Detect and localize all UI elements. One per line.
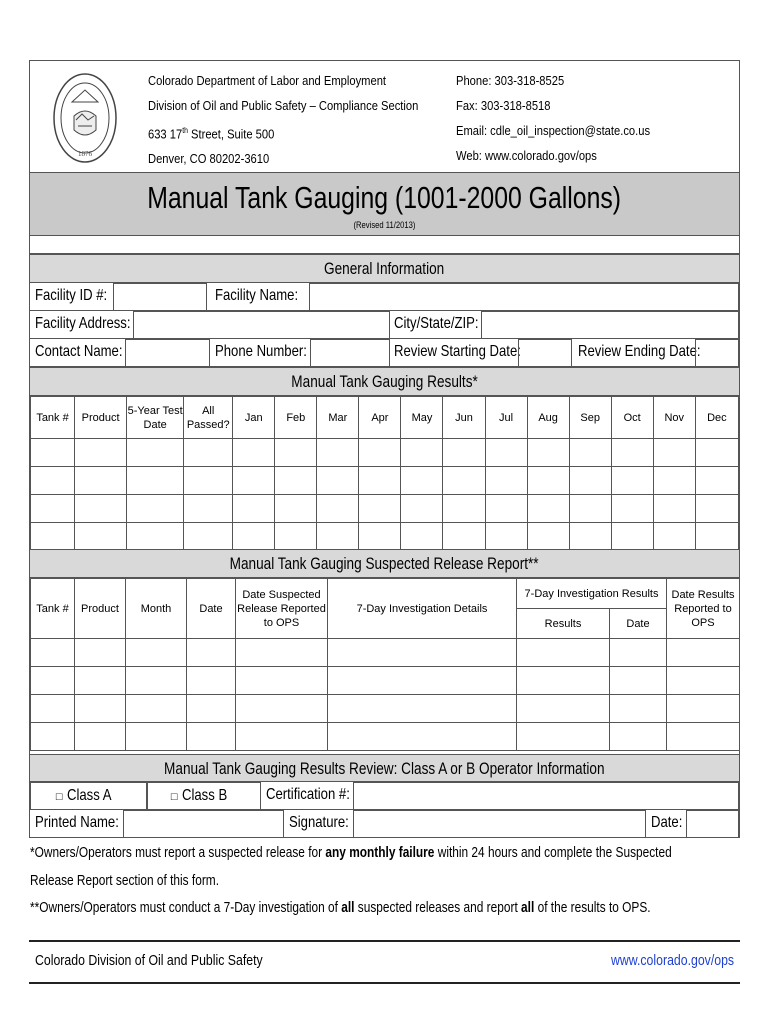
results-cell[interactable] xyxy=(443,467,485,495)
note-monthly-failure: *Owners/Operators must report a suspected release for any monthly failure within 24 hours and complete the Suspected Release Report section of this form. xyxy=(30,845,672,889)
facility-address-field[interactable] xyxy=(133,311,390,339)
agency-name: Colorado Department of Labor and Employment xyxy=(148,73,387,88)
footer-link[interactable]: www.colorado.gov/ops xyxy=(610,952,734,969)
facility-name-field[interactable] xyxy=(309,283,739,311)
release-cell[interactable] xyxy=(517,667,610,695)
note-investigation: **Owners/Operators must conduct a 7-Day investigation of all suspected releases and report all of the results to OPS. xyxy=(30,900,651,916)
results-cell[interactable] xyxy=(31,467,75,495)
results-cell[interactable] xyxy=(401,439,443,467)
results-heading: Manual Tank Gauging Results* xyxy=(30,367,739,396)
results-cell[interactable] xyxy=(443,523,485,551)
division-name: Division of Oil and Public Safety – Compliance Section xyxy=(148,98,419,113)
review-date-field[interactable] xyxy=(686,810,739,838)
release-cell[interactable] xyxy=(187,639,236,667)
review-end-field[interactable] xyxy=(695,339,739,367)
results-row xyxy=(31,467,739,495)
results-cell[interactable] xyxy=(401,495,443,523)
facility-id-field[interactable] xyxy=(113,283,207,311)
rel-col-month: Month xyxy=(126,579,187,639)
street-address: 633 17th Street, Suite 500 xyxy=(148,126,275,142)
release-cell[interactable] xyxy=(667,723,740,751)
release-cell[interactable] xyxy=(517,695,610,723)
rel-col-results-group: 7-Day Investigation Results xyxy=(517,579,667,609)
results-cell[interactable] xyxy=(359,439,401,467)
colorado-state-seal-icon xyxy=(52,72,118,164)
city-address: Denver, CO 80202-3610 xyxy=(148,151,270,167)
results-cell[interactable] xyxy=(233,439,275,467)
rel-col-details: 7-Day Investigation Details xyxy=(328,579,517,639)
results-cell[interactable] xyxy=(184,523,233,551)
class-a-option[interactable] xyxy=(30,782,147,810)
certification-label: Certification #: xyxy=(266,786,350,803)
release-cell[interactable] xyxy=(31,667,75,695)
results-cell[interactable] xyxy=(317,523,359,551)
results-cell[interactable] xyxy=(75,523,127,551)
printed-name-label: Printed Name: xyxy=(35,814,119,831)
agency-address-block xyxy=(148,68,462,171)
release-cell[interactable] xyxy=(328,695,517,723)
svg-text:1876: 1876 xyxy=(78,150,92,158)
col-sep: Sep xyxy=(569,397,611,439)
results-cell[interactable] xyxy=(569,439,611,467)
results-cell[interactable] xyxy=(443,439,485,467)
results-cell[interactable] xyxy=(695,439,738,467)
results-cell[interactable] xyxy=(359,467,401,495)
results-cell[interactable] xyxy=(443,495,485,523)
rel-col-tank: Tank # xyxy=(31,579,75,639)
signature-row xyxy=(30,810,739,838)
results-row xyxy=(31,523,739,551)
rel-col-results: Results xyxy=(517,609,610,639)
email-info: Email: cdle_oil_inspection@state.co.us xyxy=(456,123,651,138)
results-cell[interactable] xyxy=(127,467,184,495)
facility-row xyxy=(30,283,739,311)
release-cell[interactable] xyxy=(126,667,187,695)
release-cell[interactable] xyxy=(328,639,517,667)
release-cell[interactable] xyxy=(328,667,517,695)
rel-col-date-results: Date Results Reported to OPS xyxy=(667,579,740,639)
results-cell[interactable] xyxy=(31,523,75,551)
results-cell[interactable] xyxy=(317,439,359,467)
release-cell[interactable] xyxy=(610,695,667,723)
results-cell[interactable] xyxy=(527,439,569,467)
city-state-zip-field[interactable] xyxy=(481,311,739,339)
results-cell[interactable] xyxy=(275,467,317,495)
results-cell[interactable] xyxy=(485,467,527,495)
results-cell[interactable] xyxy=(359,495,401,523)
results-cell[interactable] xyxy=(184,467,233,495)
col-may: May xyxy=(401,397,443,439)
release-cell[interactable] xyxy=(31,639,75,667)
results-cell[interactable] xyxy=(653,523,695,551)
general-information-heading: General Information xyxy=(30,254,739,283)
results-row xyxy=(31,495,739,523)
results-cell[interactable] xyxy=(653,467,695,495)
results-cell[interactable] xyxy=(527,467,569,495)
spacer-row xyxy=(30,235,739,254)
results-cell[interactable] xyxy=(611,467,653,495)
certification-field[interactable] xyxy=(353,782,739,810)
results-cell[interactable] xyxy=(275,523,317,551)
results-cell[interactable] xyxy=(75,495,127,523)
col-test-date: 5-Year Test Date xyxy=(127,397,184,439)
contact-row xyxy=(30,339,739,367)
release-cell[interactable] xyxy=(31,695,75,723)
class-b-checkbox-icon[interactable]: □ xyxy=(170,791,178,803)
signature-field[interactable] xyxy=(353,810,646,838)
col-aug: Aug xyxy=(527,397,569,439)
col-apr: Apr xyxy=(359,397,401,439)
footer xyxy=(29,940,740,984)
release-heading: Manual Tank Gauging Suspected Release Report** xyxy=(30,549,739,578)
results-cell[interactable] xyxy=(695,495,738,523)
class-b-option[interactable] xyxy=(147,782,261,810)
release-cell[interactable] xyxy=(667,695,740,723)
results-cell[interactable] xyxy=(75,467,127,495)
col-all-passed: All Passed? xyxy=(184,397,233,439)
printed-name-field[interactable] xyxy=(123,810,284,838)
results-cell[interactable] xyxy=(75,439,127,467)
release-cell[interactable] xyxy=(75,667,126,695)
release-cell[interactable] xyxy=(236,667,328,695)
review-end-label: Review Ending Date: xyxy=(578,343,701,360)
phone-number-label: Phone Number: xyxy=(215,343,307,360)
release-row xyxy=(31,667,740,695)
results-cell[interactable] xyxy=(233,495,275,523)
col-jan: Jan xyxy=(233,397,275,439)
release-cell[interactable] xyxy=(75,639,126,667)
release-cell[interactable] xyxy=(328,723,517,751)
results-cell[interactable] xyxy=(275,439,317,467)
release-cell[interactable] xyxy=(610,723,667,751)
facility-id-label: Facility ID #: xyxy=(35,287,108,304)
results-cell[interactable] xyxy=(401,523,443,551)
col-mar: Mar xyxy=(317,397,359,439)
results-cell[interactable] xyxy=(611,523,653,551)
results-cell[interactable] xyxy=(485,523,527,551)
results-cell[interactable] xyxy=(653,439,695,467)
results-cell[interactable] xyxy=(611,495,653,523)
release-row xyxy=(31,695,740,723)
release-cell[interactable] xyxy=(517,723,610,751)
release-cell[interactable] xyxy=(667,639,740,667)
release-cell[interactable] xyxy=(187,667,236,695)
release-cell[interactable] xyxy=(517,639,610,667)
results-cell[interactable] xyxy=(611,439,653,467)
col-dec: Dec xyxy=(695,397,738,439)
release-cell[interactable] xyxy=(75,723,126,751)
results-header-row xyxy=(31,397,739,439)
review-start-field[interactable] xyxy=(518,339,572,367)
review-start-label: Review Starting Date: xyxy=(394,343,521,360)
class-row xyxy=(30,782,739,810)
contact-name-label: Contact Name: xyxy=(35,343,123,360)
results-cell[interactable] xyxy=(127,523,184,551)
city-state-zip-label: City/State/ZIP: xyxy=(394,315,479,332)
title-band xyxy=(30,172,739,236)
results-cell[interactable] xyxy=(485,439,527,467)
results-cell[interactable] xyxy=(695,467,738,495)
col-product: Product xyxy=(75,397,127,439)
phone-info: Phone: 303-318-8525 xyxy=(456,73,565,88)
results-cell[interactable] xyxy=(127,439,184,467)
results-cell[interactable] xyxy=(359,523,401,551)
release-row xyxy=(31,639,740,667)
results-cell[interactable] xyxy=(527,523,569,551)
web-info: Web: www.colorado.gov/ops xyxy=(456,148,597,163)
rel-col-product: Product xyxy=(75,579,126,639)
contact-block xyxy=(456,68,682,168)
col-jul: Jul xyxy=(485,397,527,439)
results-cell[interactable] xyxy=(653,495,695,523)
results-cell[interactable] xyxy=(527,495,569,523)
col-jun: Jun xyxy=(443,397,485,439)
release-cell[interactable] xyxy=(610,639,667,667)
results-cell[interactable] xyxy=(31,439,75,467)
phone-number-field[interactable] xyxy=(310,339,390,367)
results-cell[interactable] xyxy=(695,523,738,551)
facility-name-label: Facility Name: xyxy=(215,287,299,304)
col-oct: Oct xyxy=(611,397,653,439)
rel-col-date: Date xyxy=(187,579,236,639)
release-cell[interactable] xyxy=(236,639,328,667)
results-cell[interactable] xyxy=(184,439,233,467)
results-cell[interactable] xyxy=(569,467,611,495)
revised-date: (Revised 11/2013) xyxy=(353,220,416,230)
release-cell[interactable] xyxy=(31,723,75,751)
fax-info: Fax: 303-318-8518 xyxy=(456,98,551,113)
results-cell[interactable] xyxy=(401,467,443,495)
release-cell[interactable] xyxy=(126,723,187,751)
release-row xyxy=(31,723,740,751)
results-cell[interactable] xyxy=(317,467,359,495)
results-cell[interactable] xyxy=(275,495,317,523)
results-table xyxy=(30,396,739,551)
results-row xyxy=(31,439,739,467)
release-cell[interactable] xyxy=(610,667,667,695)
release-cell[interactable] xyxy=(126,695,187,723)
release-table xyxy=(30,578,740,751)
results-cell[interactable] xyxy=(317,495,359,523)
col-tank: Tank # xyxy=(31,397,75,439)
results-cell[interactable] xyxy=(569,495,611,523)
release-cell[interactable] xyxy=(75,695,126,723)
release-cell[interactable] xyxy=(236,723,328,751)
release-cell[interactable] xyxy=(236,695,328,723)
results-cell[interactable] xyxy=(233,467,275,495)
date-label: Date: xyxy=(651,814,683,831)
facility-address-label: Facility Address: xyxy=(35,315,131,332)
class-a-label: Class A xyxy=(66,787,112,804)
release-cell[interactable] xyxy=(667,667,740,695)
results-cell[interactable] xyxy=(233,523,275,551)
results-cell[interactable] xyxy=(569,523,611,551)
form-title: Manual Tank Gauging (1001-2000 Gallons) xyxy=(147,180,622,215)
review-heading: Manual Tank Gauging Results Review: Class A or B Operator Information xyxy=(30,754,739,782)
col-feb: Feb xyxy=(275,397,317,439)
rel-col-results-date: Date xyxy=(610,609,667,639)
release-cell[interactable] xyxy=(187,695,236,723)
col-nov: Nov xyxy=(653,397,695,439)
signature-label: Signature: xyxy=(289,814,349,831)
contact-name-field[interactable] xyxy=(125,339,210,367)
address-row xyxy=(30,311,739,339)
footer-division: Colorado Division of Oil and Public Safety xyxy=(35,952,263,969)
class-b-label: Class B xyxy=(181,787,228,804)
class-a-checkbox-icon[interactable]: □ xyxy=(55,791,63,803)
release-cell[interactable] xyxy=(187,723,236,751)
results-cell[interactable] xyxy=(31,495,75,523)
release-cell[interactable] xyxy=(126,639,187,667)
results-cell[interactable] xyxy=(127,495,184,523)
results-cell[interactable] xyxy=(184,495,233,523)
rel-col-date-reported: Date Suspected Release Reported to OPS xyxy=(236,579,328,639)
results-cell[interactable] xyxy=(485,495,527,523)
